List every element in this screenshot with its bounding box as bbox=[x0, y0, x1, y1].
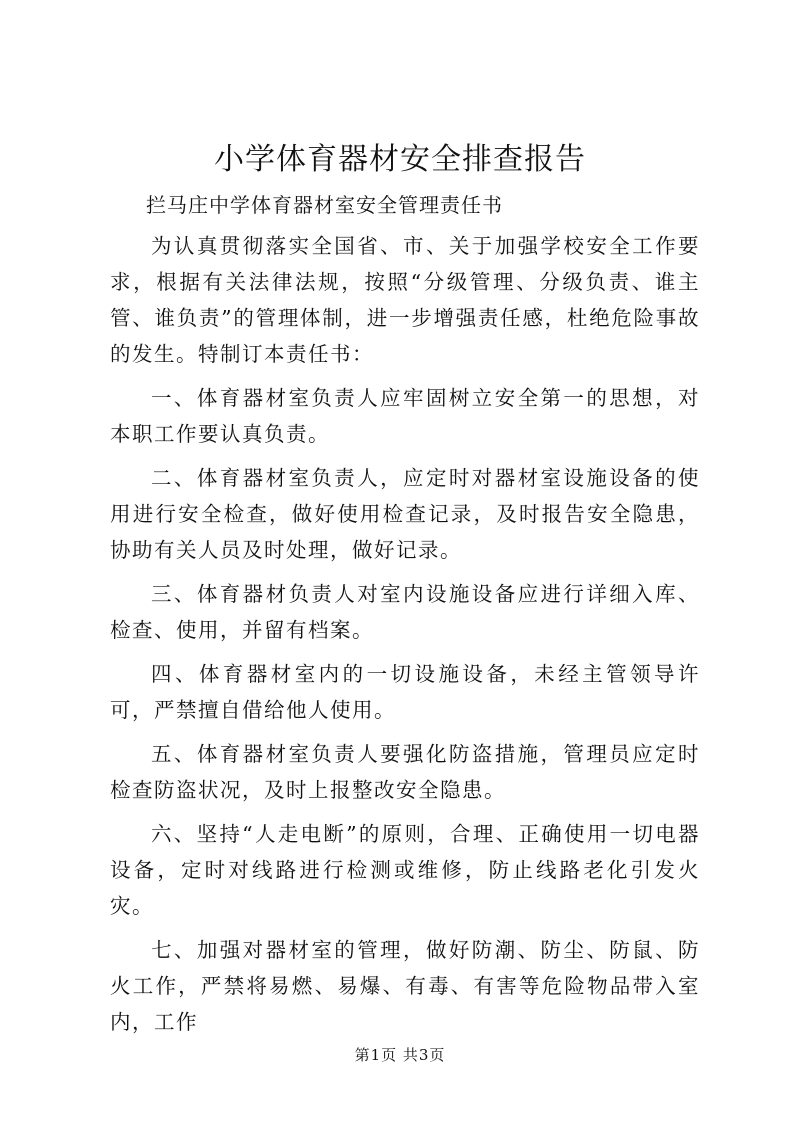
paragraph-intro: 为认真贯彻落实全国省、市、关于加强学校安全工作要求，根据有关法律法规，按照“分级管理、分级负责、谁主管、谁负责”的管理体制，进一步增强责任感，杜绝危险事故的发生。特制订本责任书： bbox=[110, 234, 700, 366]
paragraph-item-5: 五、体育器材室负责人要强化防盗措施，管理员应定时检查防盗状况，及时上报整改安全隐患。 bbox=[110, 742, 700, 802]
page-number-footer: 第1页 共3页 bbox=[354, 1046, 446, 1064]
paragraph-item-4: 四、体育器材室内的一切设施设备，未经主管领导许可，严禁擅自借给他人使用。 bbox=[110, 662, 700, 722]
paragraph-item-1: 一、体育器材室负责人应牢固树立安全第一的思想，对本职工作要认真负责。 bbox=[110, 386, 700, 446]
paragraph-item-3: 三、体育器材负责人对室内设施设备应进行详细入库、检查、使用，并留有档案。 bbox=[110, 582, 700, 642]
document-subtitle: 拦马庄中学体育器材室安全管理责任书 bbox=[146, 193, 503, 217]
paragraph-item-2: 二、体育器材室负责人，应定时对器材室设施设备的使用进行安全检查，做好使用检查记录，及时报告安全隐患，协助有关人员及时处理，做好记录。 bbox=[110, 466, 700, 562]
paragraph-item-6: 六、坚持“人走电断”的原则，合理、正确使用一切电器设备，定时对线路进行检测或维修，防止线路老化引发火灾。 bbox=[110, 822, 700, 918]
document-body bbox=[110, 228, 700, 1048]
page-title: 小学体育器材安全排查报告 bbox=[214, 142, 586, 177]
paragraph-item-7: 七、加强对器材室的管理，做好防潮、防尘、防鼠、防火工作，严禁将易燃、易爆、有毒、有害等危险物品带入室内，工作 bbox=[110, 938, 700, 1034]
